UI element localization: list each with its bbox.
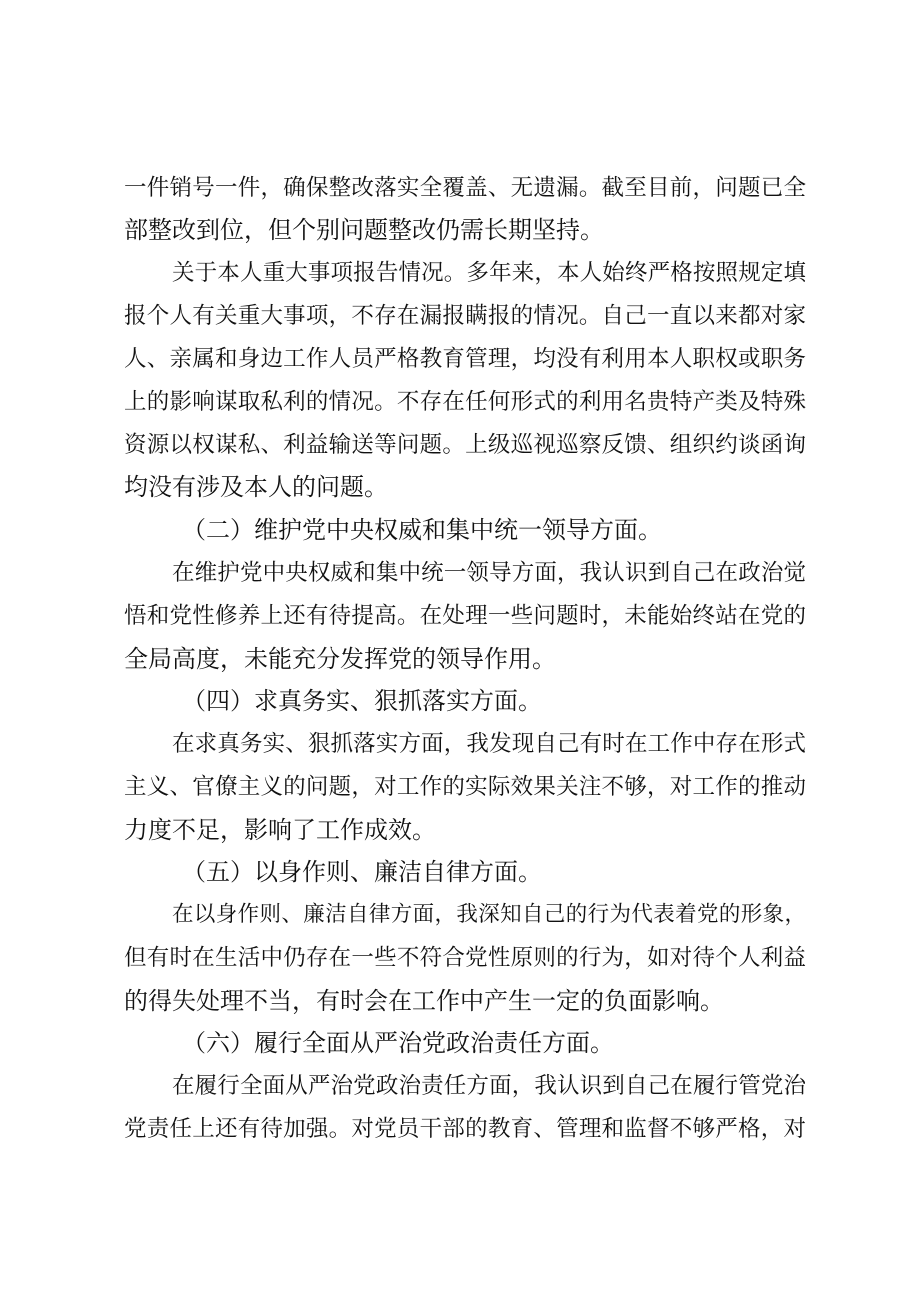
paragraph-line: 报个人有关重大事项，不存在漏报瞒报的情况。自己一直以来都对家 <box>124 303 806 329</box>
section-heading: （六）履行全面从严治党政治责任方面。 <box>182 1029 614 1057</box>
paragraph-first-line: 在履行全面从严治党政治责任方面，我认识到自己在履行管党治 <box>172 1073 806 1099</box>
section-heading: （二）维护党中央权威和集中统一领导方面。 <box>182 516 662 544</box>
paragraph-line: 人、亲属和身边工作人员严格教育管理，均没有利用本人职权或职务 <box>124 346 806 372</box>
paragraph-line: 主义、官僚主义的问题，对工作的实际效果关注不够，对工作的推动 <box>124 774 806 800</box>
paragraph-line: 悟和党性修养上还有待提高。在处理一些问题时，未能始终站在党的 <box>124 603 806 629</box>
paragraph-line: 部整改到位，但个别问题整改仍需长期坚持。 <box>124 216 604 244</box>
paragraph-line: 全局高度，未能充分发挥党的领导作用。 <box>124 645 556 673</box>
paragraph-first-line: 在维护党中央权威和集中统一领导方面，我认识到自己在政治觉 <box>172 560 806 586</box>
section-heading: （五）以身作则、廉洁自律方面。 <box>182 858 542 886</box>
section-heading: （四）求真务实、狠抓落实方面。 <box>182 687 542 715</box>
paragraph-line: 但有时在生活中仍存在一些不符合党性原则的行为，如对待个人利益 <box>124 945 806 971</box>
paragraph-line: 一件销号一件，确保整改落实全覆盖、无遗漏。截至目前，问题已全 <box>124 175 806 201</box>
paragraph-line: 的得失处理不当，有时会在工作中产生一定的负面影响。 <box>124 987 724 1015</box>
paragraph-first-line: 在求真务实、狠抓落实方面，我发现自己有时在工作中存在形式 <box>172 731 806 757</box>
paragraph-line: 党责任上还有待加强。对党员干部的教育、管理和监督不够严格，对 <box>124 1116 806 1142</box>
paragraph-first-line: 在以身作则、廉洁自律方面，我深知自己的行为代表着党的形象， <box>172 902 806 927</box>
paragraph-line: 均没有涉及本人的问题。 <box>124 473 388 501</box>
paragraph-first-line: 关于本人重大事项报告情况。多年来，本人始终严格按照规定填 <box>172 260 806 286</box>
paragraph-line: 力度不足，影响了工作成效。 <box>124 816 436 844</box>
paragraph-line: 资源以权谋私、利益输送等问题。上级巡视巡察反馈、组织约谈函询 <box>124 432 806 458</box>
paragraph-line: 上的影响谋取私利的情况。不存在任何形式的利用名贵特产类及特殊 <box>124 389 806 415</box>
